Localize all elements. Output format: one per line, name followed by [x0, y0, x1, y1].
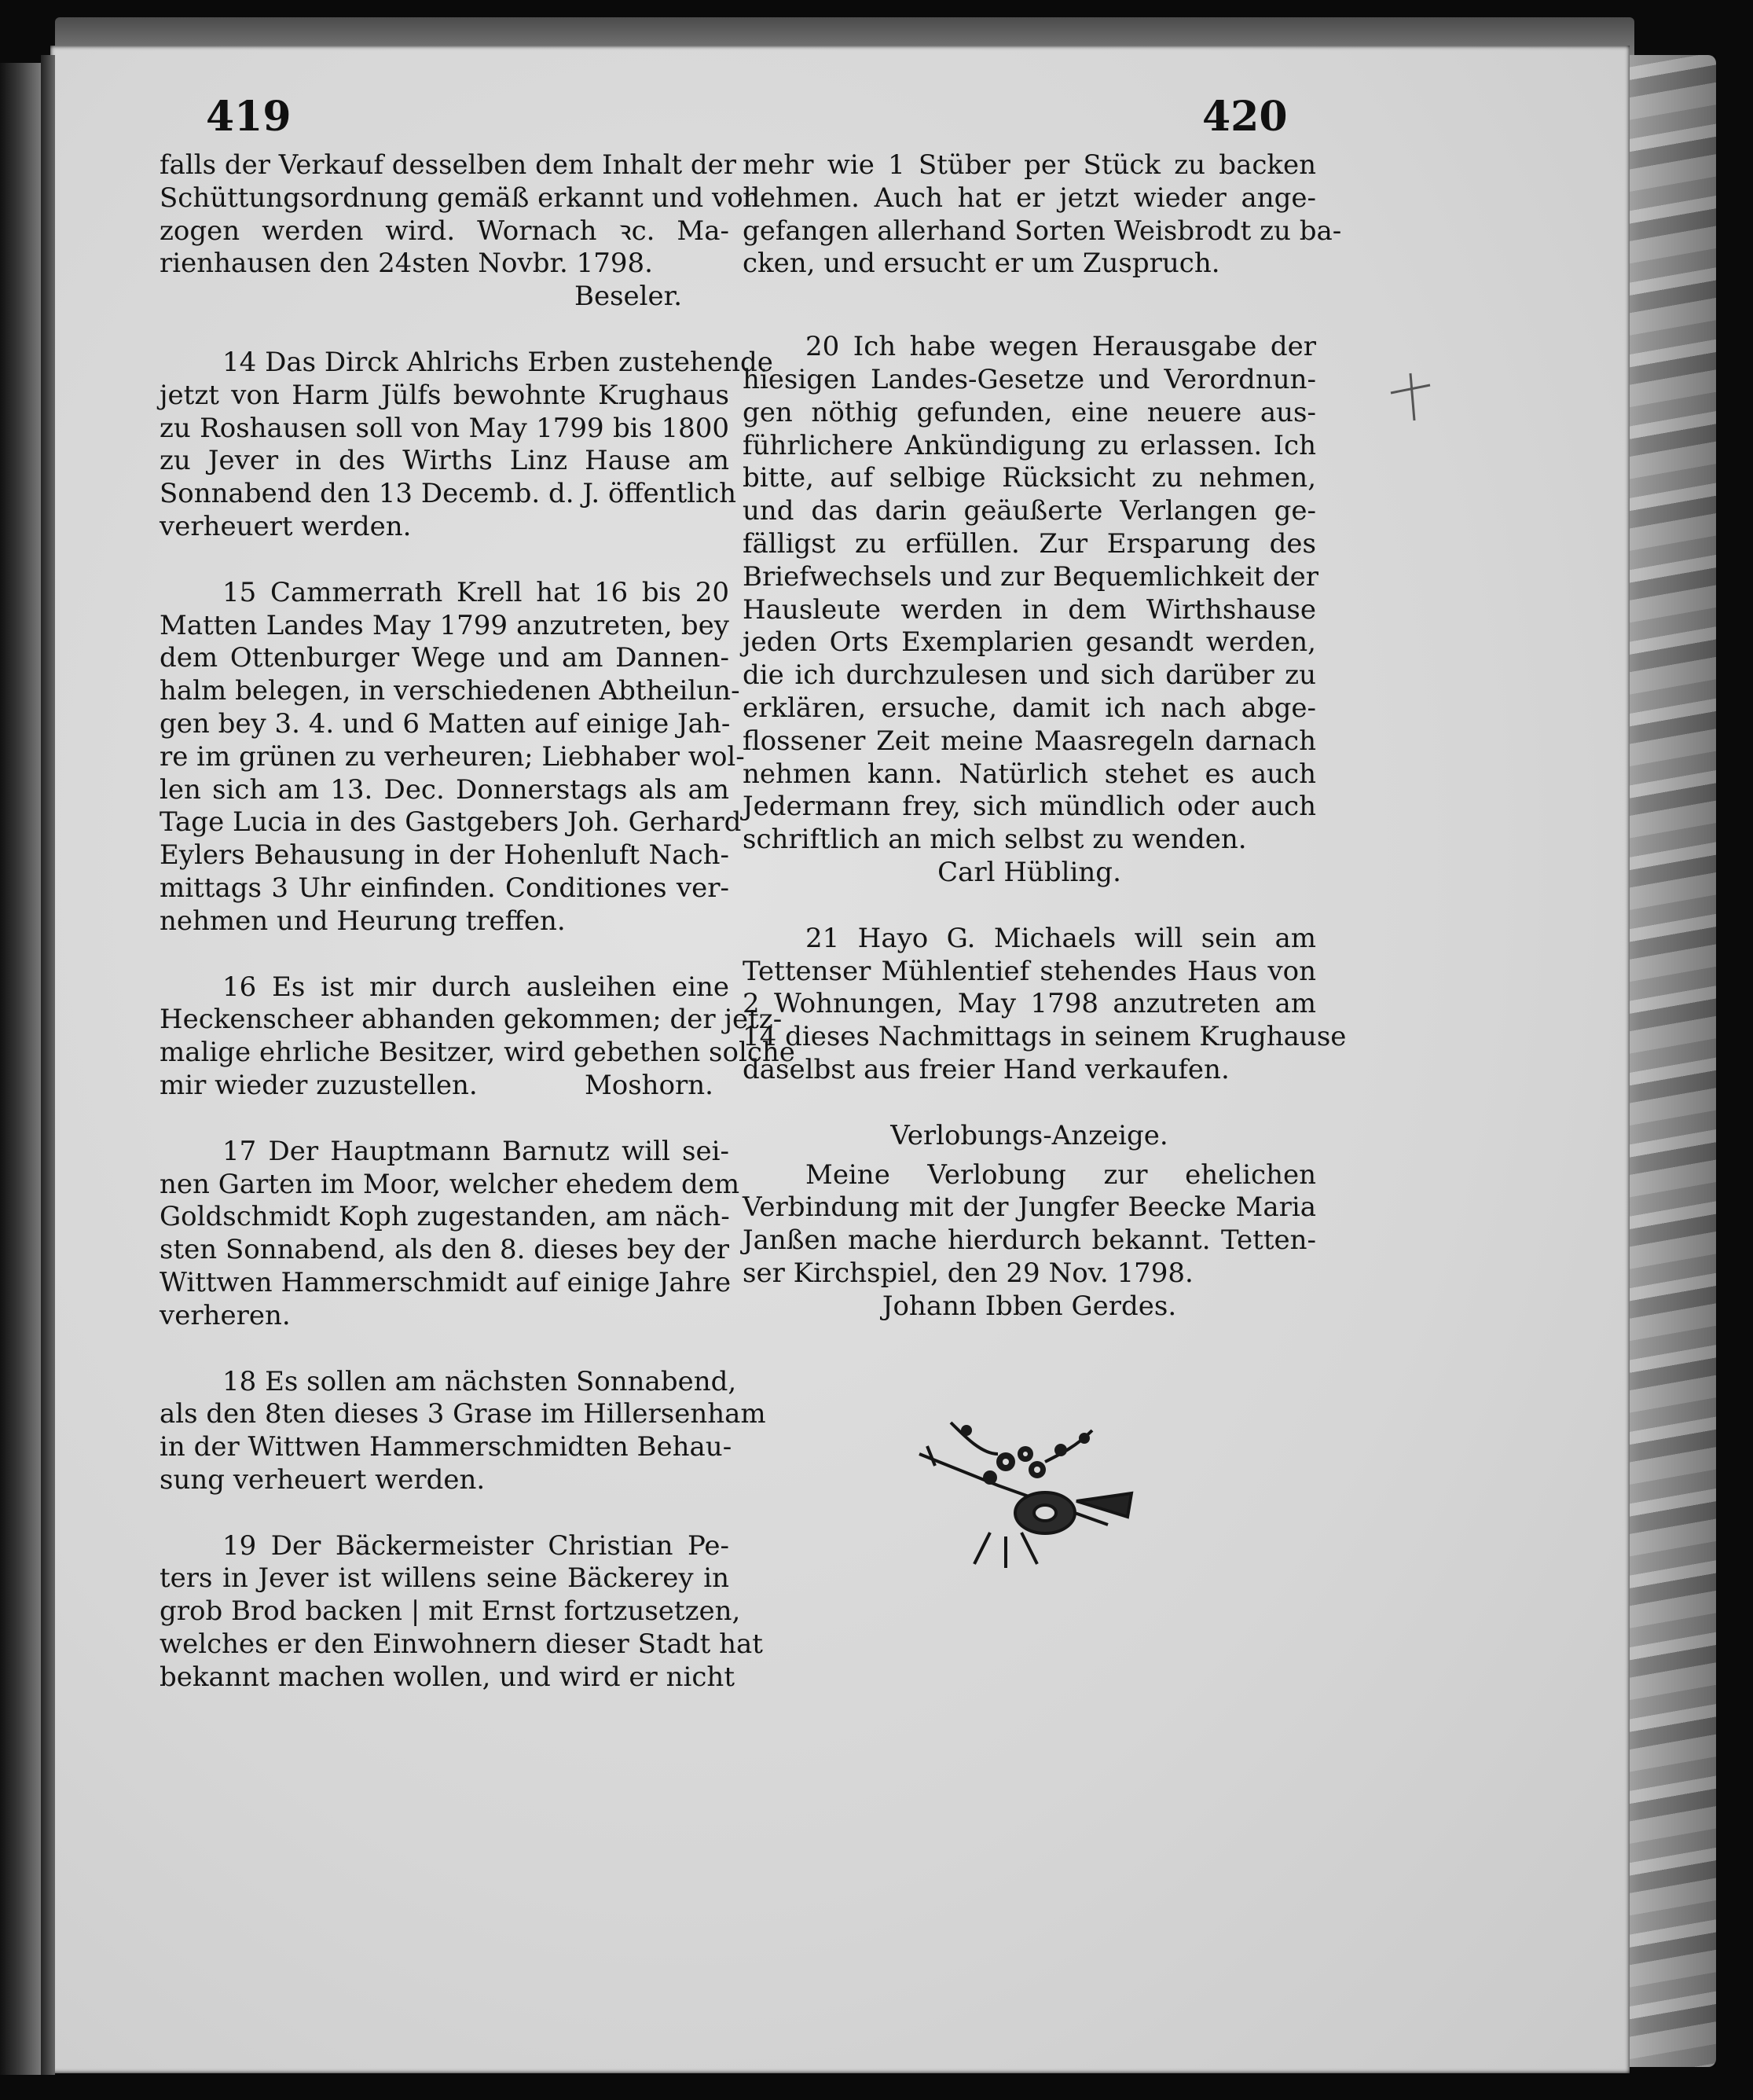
- text-line: 2 Wohnungen, May 1798 anzutreten am: [743, 988, 1316, 1020]
- text-line: Tage Lucia in des Gastgebers Joh. Gerhard: [160, 806, 742, 839]
- entry-16: [160, 971, 795, 1103]
- signature: Beseler.: [574, 281, 682, 313]
- pencil-mark-icon: [1383, 369, 1438, 424]
- text-line: [160, 1070, 729, 1103]
- text-line: Briefwechsels und zur Bequemlichkeit der: [743, 560, 1318, 593]
- text-line: 20 Ich habe wegen Herausgabe der: [805, 331, 1316, 363]
- text-line: ser Kirchspiel, den 29 Nov. 1798.: [743, 1257, 1194, 1289]
- text-line: 16 Es ist mir durch ausleihen eine: [222, 971, 729, 1003]
- text-line: welches er den Einwohnern dieser Stadt hat: [160, 1628, 763, 1661]
- signature: Moshorn.: [584, 1069, 713, 1101]
- entry-13-cont: [160, 149, 769, 314]
- text-line: Verbindung mit der Jungfer Beecke Maria: [743, 1191, 1316, 1224]
- text-line: in der Wittwen Hammerschmidten Behau-: [160, 1431, 732, 1463]
- text-line: 14 dieses Nachmittags in seinem Krughause: [743, 1021, 1347, 1053]
- entry-19: [160, 1529, 763, 1694]
- left-page-edge: [0, 63, 47, 2075]
- right-column: [743, 149, 1347, 1357]
- entry-17: [160, 1135, 740, 1333]
- music-instrument-vignette-icon: [904, 1407, 1139, 1580]
- text-line: jeden Orts Exemplarien gesandt werden,: [743, 626, 1316, 659]
- text-line: führlichere Ankündigung zu erlassen. Ich: [743, 429, 1316, 461]
- text-line: verheren.: [160, 1299, 291, 1331]
- text-line: die ich durchzulesen und sich darüber zu: [743, 659, 1316, 692]
- text-line: Tettenser Mühlentief stehendes Haus von: [743, 955, 1316, 987]
- text-line: rienhausen den 24sten Novbr. 1798.: [160, 248, 653, 280]
- text-line: 18 Es sollen am nächsten Sonnabend,: [222, 1365, 737, 1397]
- text-line: flossener Zeit meine Maasregeln darnach: [743, 725, 1316, 757]
- text-line: 21 Hayo G. Michaels will sein am: [805, 922, 1316, 954]
- text-line: nehmen. Auch hat er jetzt wieder ange-: [743, 182, 1316, 214]
- text-line: bekannt machen wollen, und wird er nicht: [160, 1661, 735, 1693]
- engagement-notice: [743, 1120, 1316, 1324]
- text-line: 15 Cammerrath Krell hat 16 bis 20: [222, 576, 729, 608]
- text-line: Hausleute werden in dem Wirthshause: [743, 593, 1316, 626]
- text-line: grob Brod backen | mit Ernst fortzusetzen,: [160, 1595, 741, 1628]
- text-line: sten Sonnabend, als den 8. dieses bey der: [160, 1234, 729, 1266]
- text-line: Matten Landes May 1799 anzutreten, bey: [160, 609, 729, 641]
- text-line: gen nöthig gefunden, eine neuere aus-: [743, 396, 1316, 428]
- page-number-left: 419: [206, 93, 292, 141]
- spine-shadow: [41, 55, 55, 2075]
- entry-21: [743, 922, 1347, 1087]
- text-line: zu Jever in des Wirths Linz Hause am: [160, 445, 729, 477]
- text-line: verheuert werden.: [160, 510, 412, 542]
- text-line: Heckenscheer abhanden gekommen; der jetz-: [160, 1004, 783, 1036]
- text-line: 14 Das Dirck Ahlrichs Erben zustehende: [222, 346, 773, 378]
- text-line: dem Ottenburger Wege und am Dannen-: [160, 642, 729, 674]
- text-line: gefangen allerhand Sorten Weisbrodt zu ba-: [743, 215, 1342, 247]
- text-line: Eylers Behausung in der Hohenluft Nach-: [160, 839, 729, 872]
- entry-19-cont: [743, 149, 1342, 281]
- text-line: mehr wie 1 Stüber per Stück zu backen: [743, 149, 1316, 181]
- page-number-right: 420: [1202, 93, 1288, 141]
- text-line: Meine Verlobung zur ehelichen: [805, 1158, 1316, 1191]
- text-line: re im grünen zu verheuren; Liebhaber wol-: [160, 740, 745, 773]
- section-heading: Verlobungs-Anzeige.: [890, 1119, 1168, 1151]
- text-line: ters in Jever ist willens seine Bäckerey in: [160, 1562, 729, 1595]
- text-line: zogen werden wird. Wornach ꝛc. Ma-: [160, 215, 729, 247]
- text-line: schriftlich an mich selbst zu wenden.: [743, 824, 1247, 856]
- text-line: daselbst aus freier Hand verkaufen.: [743, 1053, 1230, 1085]
- text-line: erklären, ersuche, damit ich nach abge-: [743, 692, 1316, 724]
- entry-18: [160, 1365, 766, 1497]
- text-line: Schüttungsordnung gemäß erkannt und voll-: [160, 182, 769, 214]
- text-line: als den 8ten dieses 3 Grase im Hillersenham: [160, 1398, 766, 1430]
- entry-14: [160, 346, 773, 544]
- text-line: falls der Verkauf desselben dem Inhalt der: [160, 149, 737, 181]
- text-span: mir wieder zuzustellen.: [160, 1069, 478, 1101]
- text-line: len sich am 13. Dec. Donnerstags als am: [160, 773, 729, 806]
- text-line: nehmen kann. Natürlich stehet es auch: [743, 758, 1316, 790]
- text-line: malige ehrliche Besitzer, wird gebethen solche: [160, 1037, 795, 1069]
- text-line: nehmen und Heurung treffen.: [160, 905, 566, 937]
- text-line: hiesigen Landes-Gesetze und Verordnun-: [743, 363, 1316, 395]
- text-line: bitte, auf selbige Rücksicht zu nehmen,: [743, 462, 1316, 494]
- text-line: Wittwen Hammerschmidt auf einige Jahre: [160, 1266, 732, 1298]
- text-line: jetzt von Harm Jülfs bewohnte Krughaus: [160, 379, 729, 411]
- text-line: 19 Der Bäckermeister Christian Pe-: [222, 1529, 729, 1562]
- text-line: nen Garten im Moor, welcher ehedem dem: [160, 1168, 740, 1200]
- text-line: fälligst zu erfüllen. Zur Ersparung des: [743, 527, 1316, 560]
- text-line: mittags 3 Uhr einfinden. Conditiones ver-: [160, 872, 729, 904]
- text-line: Goldschmidt Koph zugestanden, am näch-: [160, 1201, 730, 1233]
- text-line: Janßen mache hierdurch bekannt. Tetten-: [743, 1224, 1316, 1257]
- signature: Johann Ibben Gerdes.: [882, 1290, 1177, 1322]
- left-column: [160, 149, 795, 1727]
- text-line: Sonnabend den 13 Decemb. d. J. öffentlich: [160, 478, 736, 510]
- text-line: gen bey 3. 4. und 6 Matten auf einige Jah-: [160, 707, 731, 740]
- text-line: cken, und ersucht er um Zuspruch.: [743, 248, 1220, 280]
- text-line: Jedermann frey, sich mündlich oder auch: [743, 791, 1316, 823]
- text-line: und das darin geäußerte Verlangen ge-: [743, 495, 1316, 527]
- text-line: zu Roshausen soll von May 1799 bis 1800: [160, 412, 729, 444]
- text-line: sung verheuert werden.: [160, 1463, 486, 1496]
- entry-15: [160, 576, 745, 938]
- signature: Carl Hübling.: [937, 856, 1121, 888]
- entry-20: [743, 331, 1316, 890]
- text-line: halm belegen, in verschiedenen Abtheilun-: [160, 675, 740, 707]
- text-line: 17 Der Hauptmann Barnutz will sei-: [222, 1135, 729, 1167]
